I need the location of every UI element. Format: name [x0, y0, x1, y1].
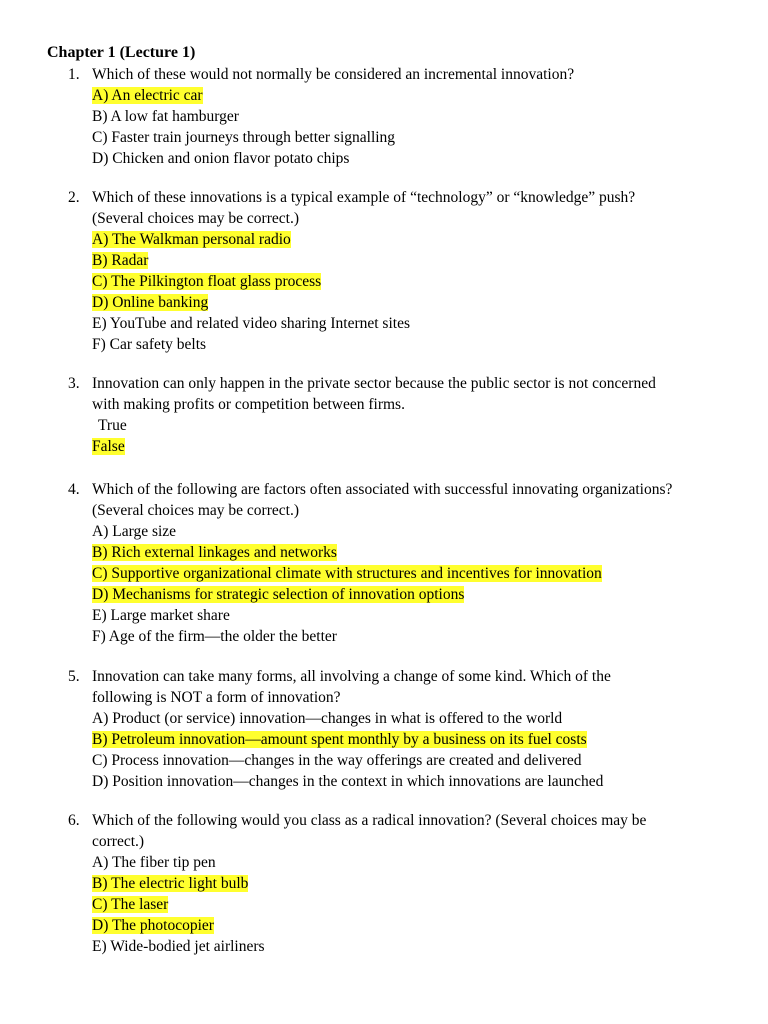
question-text-line: correct.) [92, 833, 145, 850]
question-text-line: following is NOT a form of innovation? [92, 689, 341, 706]
question-number: 6. [68, 812, 80, 829]
answer-option-highlighted [92, 85, 752, 106]
question-number: 1. [68, 66, 80, 83]
question-text-line: (Several choices may be correct.) [92, 502, 299, 519]
answer-option-text: C) Faster train journeys through better signalling [92, 129, 396, 146]
answer-option [92, 605, 752, 626]
question-number: 2. [68, 189, 80, 206]
answer-option [92, 852, 752, 873]
answer-option-text: B) A low fat hamburger [92, 108, 239, 125]
question-text-line: (Several choices may be correct.) [92, 210, 299, 227]
answer-option-text: B) Petroleum innovation—amount spent monthly by a business on its fuel costs [92, 731, 587, 748]
question-number: 3. [68, 375, 80, 392]
question-content [92, 810, 752, 957]
answer-option [92, 313, 752, 334]
answer-option-text: C) The laser [92, 896, 169, 913]
question-content [92, 479, 752, 647]
answer-option-text: A) Product (or service) innovation—changes in what is offered to the world [92, 710, 563, 727]
answer-option [92, 148, 752, 169]
answer-option-text: D) Chicken and onion flavor potato chips [92, 150, 350, 167]
answer-option-highlighted [92, 292, 752, 313]
question-content [92, 187, 752, 355]
question-content [92, 373, 752, 457]
answer-option-text: B) The electric light bulb [92, 875, 249, 892]
question-number: 5. [68, 668, 80, 685]
answer-option-text: C) Supportive organizational climate with structures and incentives for innovation [92, 565, 602, 582]
answer-option-text: E) Wide-bodied jet airliners [92, 938, 265, 955]
answer-option-highlighted [92, 542, 752, 563]
answer-option-highlighted [92, 915, 752, 936]
question-text-line: Which of the following would you class as a radical innovation? (Several choices may be [92, 812, 647, 829]
chapter-heading: Chapter 1 (Lecture 1) [47, 44, 196, 61]
answer-option [92, 936, 752, 957]
question-text-line: Which of the following are factors often associated with successful innovating organizations? [92, 481, 673, 498]
answer-option-text: F) Car safety belts [92, 336, 207, 353]
question-text-line: Which of these would not normally be considered an incremental innovation? [92, 66, 575, 83]
answer-option-text: E) Large market share [92, 607, 230, 624]
answer-option [92, 771, 752, 792]
answer-option-highlighted [92, 229, 752, 250]
answer-option [92, 750, 752, 771]
answer-option [92, 415, 752, 436]
answer-option-text: A) The fiber tip pen [92, 854, 216, 871]
answer-option-highlighted [92, 436, 752, 457]
answer-option-text: C) Process innovation—changes in the way offerings are created and delivered [92, 752, 582, 769]
answer-option [92, 626, 752, 647]
answer-option-text: A) An electric car [92, 87, 203, 104]
answer-option [92, 127, 752, 148]
answer-option-text: False [92, 438, 125, 455]
question-content [92, 64, 752, 169]
question-text-line: with making profits or competition between firms. [92, 396, 405, 413]
question-number: 4. [68, 481, 80, 498]
question-text-line: Innovation can take many forms, all involving a change of some kind. Which of the [92, 668, 611, 685]
answer-option-text: D) The photocopier [92, 917, 214, 934]
answer-option-text: D) Online banking [92, 294, 209, 311]
answer-option-text: A) The Walkman personal radio [92, 231, 291, 248]
answer-option-highlighted [92, 873, 752, 894]
answer-option-text: B) Radar [92, 252, 149, 269]
answer-option-highlighted [92, 584, 752, 605]
answer-option [92, 708, 752, 729]
answer-option-highlighted [92, 250, 752, 271]
question-content [92, 666, 752, 792]
answer-option-text: A) Large size [92, 523, 177, 540]
answer-option-highlighted [92, 271, 752, 292]
answer-option-highlighted [92, 894, 752, 915]
answer-option-text: B) Rich external linkages and networks [92, 544, 337, 561]
answer-option-text: C) The Pilkington float glass process [92, 273, 322, 290]
question-text-line: Which of these innovations is a typical example of “technology” or “knowledge” push? [92, 189, 636, 206]
answer-option-text: F) Age of the firm—the older the better [92, 628, 337, 645]
question-text-line: Innovation can only happen in the private sector because the public sector is not concerned [92, 375, 656, 392]
answer-option-text: E) YouTube and related video sharing Internet sites [92, 315, 410, 332]
answer-option-text: True [98, 417, 127, 434]
answer-option [92, 106, 752, 127]
answer-option-text: D) Mechanisms for strategic selection of innovation options [92, 586, 465, 603]
answer-option-highlighted [92, 563, 752, 584]
answer-option [92, 521, 752, 542]
answer-option-text: D) Position innovation—changes in the context in which innovations are launched [92, 773, 604, 790]
answer-option-highlighted [92, 729, 752, 750]
answer-option [92, 334, 752, 355]
